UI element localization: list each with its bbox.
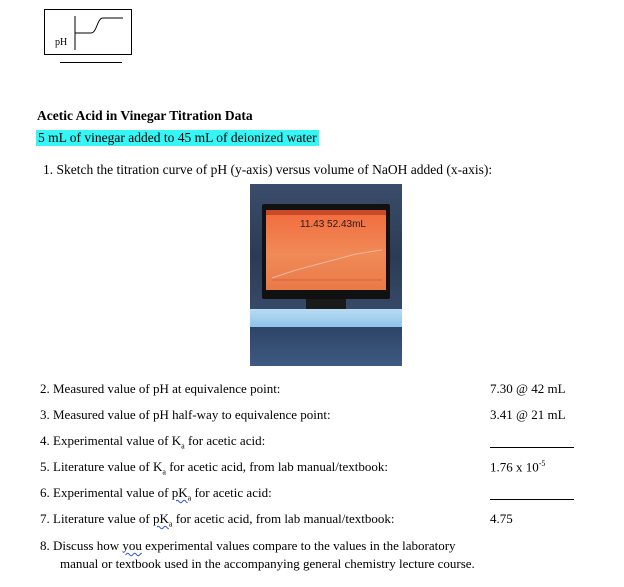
you-word: you: [122, 538, 142, 553]
question-1: 1. Sketch the titration curve of pH (y-axis) versus volume of NaOH added (x-axis):: [43, 162, 493, 177]
question-8-text-end: experimental values compare to the values in the laboratory: [141, 538, 456, 553]
monitor-photo: [250, 184, 402, 366]
answer-5: [490, 459, 545, 475]
question-7-text-end: for acetic acid, from lab manual/textbook:: [172, 511, 395, 526]
pk-text: pK: [171, 485, 188, 500]
question-5-text: 5. Literature value of K: [40, 459, 163, 474]
question-4: [40, 433, 265, 451]
pka-term: [152, 511, 173, 529]
question-7-text: 7. Literature value of: [40, 511, 153, 526]
answer-6-blank[interactable]: [490, 499, 574, 500]
ph-axis-label: pH: [55, 37, 68, 48]
question-2: 2. Measured value of pH at equivalence point:: [40, 381, 281, 396]
answer-4-blank[interactable]: [490, 447, 574, 448]
question-8-line-2: manual or textbook used in the accompanying general chemistry lecture course.: [60, 556, 475, 571]
pk-text: pK: [152, 511, 169, 526]
question-6: [40, 485, 272, 503]
question-5-text-end: for acetic acid, from lab manual/textbook:: [165, 459, 388, 474]
monitor-screen: [266, 210, 386, 290]
question-5: [40, 459, 388, 477]
answer-2: 7.30 @ 42 mL: [490, 381, 566, 396]
blue-shelf: [250, 309, 402, 327]
ka-subscript: a: [181, 441, 185, 451]
monitor-stand: [306, 299, 346, 309]
pka-subscript: a: [187, 493, 192, 503]
pka-subscript: a: [168, 519, 173, 529]
question-6-text: 6. Experimental value of: [40, 485, 172, 500]
answer-3: 3.41 @ 21 mL: [490, 407, 566, 422]
monitor: [262, 204, 390, 299]
question-8-text: 8. Discuss how: [40, 538, 123, 553]
titration-curve-logo: [44, 9, 132, 55]
titration-plot-on-screen: [266, 210, 386, 290]
ph-volume-readout: 11.43 52.43mL: [300, 219, 366, 230]
highlighted-note: 5 mL of vinegar added to 45 mL of deionized water: [38, 130, 317, 145]
question-4-text-end: for acetic acid:: [184, 433, 266, 448]
answer-5-base: 1.76 x 10: [490, 459, 539, 475]
answer-5-exponent: -5: [538, 459, 546, 468]
question-8: [40, 538, 456, 554]
shelf-front: [250, 327, 402, 366]
pka-term: [171, 485, 192, 503]
ka-subscript: a: [162, 467, 166, 477]
question-7: [40, 511, 394, 529]
answer-7: 4.75: [490, 511, 513, 526]
question-4-text: 4. Experimental value of K: [40, 433, 182, 448]
page-title: Acetic Acid in Vinegar Titration Data: [37, 108, 253, 123]
question-6-text-end: for acetic acid:: [191, 485, 272, 500]
logo-underline: [60, 62, 122, 63]
question-3: 3. Measured value of pH half-way to equivalence point:: [40, 407, 331, 422]
sigmoid-curve-icon: [45, 10, 133, 56]
